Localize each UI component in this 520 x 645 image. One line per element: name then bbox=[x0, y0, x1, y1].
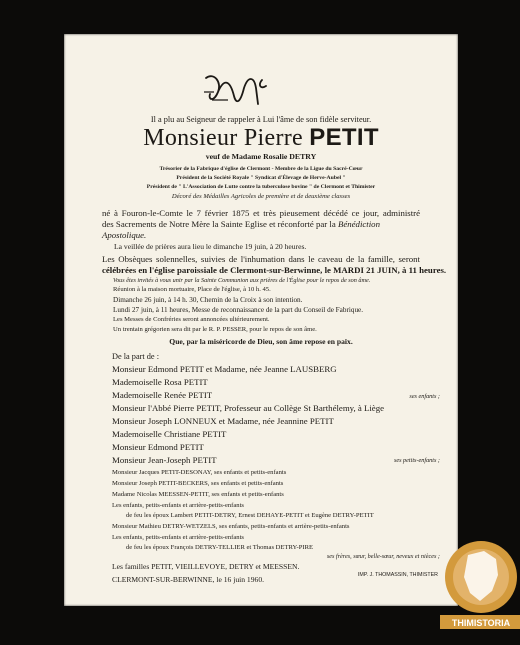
monogram-icon bbox=[200, 70, 272, 112]
birth-line-2-italic: Bénédiction bbox=[337, 219, 380, 229]
sibling-line-6: Monsieur Mathieu DETRY-WETZELS, ses enfants, petits-enfants et arrière-petits-enfants bbox=[112, 523, 350, 530]
sibling-line-5: de feu les époux Lambert PETIT-DETRY, Ernest DEHAYE-PETIT et Eugène DETRY-PETIT bbox=[126, 512, 374, 519]
confreries-line: Les Messes de Confréries seront annoncées ultérieurement. bbox=[113, 316, 270, 323]
birth-line-3: Apostolique. bbox=[102, 230, 147, 240]
obseques-line-2: célébrées en l'église paroissiale de Clermont-sur-Berwinne, le MARDI 21 JUIN, à 11 heures. bbox=[102, 265, 447, 275]
dimanche-line: Dimanche 26 juin, à 14 h. 30, Chemin de la Croix à son intention. bbox=[113, 296, 303, 304]
printer-credit: IMP. J. THOMASSIN, THIMISTER bbox=[357, 572, 438, 578]
birth-line-2 bbox=[102, 219, 420, 229]
sibling-line-2: Monsieur Joseph PETIT-BECKERS, ses enfants et petits-enfants bbox=[112, 480, 284, 487]
birth-line-2-text: des Sacrements de Notre Mère la Sainte Eglise et réconforté par la bbox=[102, 219, 336, 229]
deceased-last-name: PETIT bbox=[309, 124, 379, 151]
deceased-first-name: Monsieur Pierre bbox=[143, 125, 303, 151]
sibling-line-4: Les enfants, petits-enfants et arrière-petits-enfants bbox=[112, 502, 245, 509]
de-la-part-de: De la part de : bbox=[112, 352, 159, 361]
intro-line: Il a plu au Seigneur de rappeler à Lui l'âme de son fidèle serviteur. bbox=[150, 115, 372, 124]
obseques-line-1: Les Obsèques solennelles, suivies de l'inhumation dans le caveau de la famille, seront bbox=[102, 254, 420, 264]
trentain-line: Un trentain grégorien sera dit par le R. P. PESSER, pour le repos de son âme. bbox=[113, 326, 317, 333]
thimistoria-badge bbox=[440, 535, 520, 645]
birth-line-1: né à Fouron-le-Comte le 7 février 1875 et très pieusement décédé ce jour, administré bbox=[102, 208, 420, 218]
widower-line: veuf de Madame Rosalie DETRY bbox=[205, 152, 317, 161]
sibling-line-8: de feu les époux François DETRY-TELLIER et Thomas DETRY-PIRE bbox=[126, 544, 314, 551]
family-line-1: Monsieur Edmond PETIT et Madame, née Jeanne LAUSBERG bbox=[112, 364, 337, 374]
reunion-line: Réunion à la maison mortuaire, Place de l'église, à 10 h. 45. bbox=[113, 286, 271, 293]
lundi-line: Lundi 27 juin, à 11 heures, Messe de reconnaissance de la part du Conseil de Fabrique. bbox=[113, 306, 364, 314]
title-line-2: Président de la Société Royale " Syndicat d'Élevage de Herve-Aubel " bbox=[176, 175, 346, 181]
family-line-4: Monsieur l'Abbé Pierre PETIT, Professeur au Collège St Barthélemy, à Liège bbox=[112, 403, 385, 413]
family-line-8-right: ses petits-enfants ; bbox=[393, 457, 440, 464]
title-line-3: Président de " L'Association de Lutte contre la tuberculose bovine " de Clermont et Thimister bbox=[146, 184, 376, 190]
family-line-6: Mademoiselle Christiane PETIT bbox=[112, 429, 227, 439]
family-line-7: Monsieur Edmond PETIT bbox=[112, 442, 204, 452]
date-line: CLERMONT-SUR-BERWINNE, le 16 juin 1960. bbox=[112, 575, 265, 584]
family-line-2: Mademoiselle Rosa PETIT bbox=[112, 377, 208, 387]
family-line-3: Mademoiselle Renée PETIT bbox=[112, 390, 213, 400]
sibling-line-8-right: ses frères, sœur, belle-sœur, neveux et nièces ; bbox=[326, 553, 440, 560]
deceased-name bbox=[64, 124, 458, 152]
communion-line: Vous êtes invités à vous unir par la Sainte Communion aux prières de l'Église pour le repos de son âme. bbox=[113, 277, 371, 284]
sibling-line-1: Monsieur Jacques PETIT-DESONAY, ses enfants et petits-enfants bbox=[112, 469, 287, 476]
title-line-1: Trésorier de la Fabrique d'église de Clermont - Membre de la Ligue du Sacré-Cœur bbox=[159, 166, 363, 172]
title-line-4: Décoré des Médailles Agricoles de première et de deuxième classes bbox=[171, 193, 351, 200]
families-line: Les familles PETIT, VIEILLEVOYE, DETRY et MEESSEN. bbox=[112, 562, 300, 571]
sibling-line-7: Les enfants, petits-enfants et arrière-petits-enfants bbox=[112, 534, 245, 541]
vigil-line: La veillée de prières aura lieu le dimanche 19 juin, à 20 heures. bbox=[114, 242, 307, 251]
repose-line: Que, par la miséricorde de Dieu, son âme repose en paix. bbox=[169, 337, 353, 346]
sibling-line-3: Madame Nicolas MEESSEN-PETIT, ses enfants et petits-enfants bbox=[112, 491, 284, 498]
family-line-5: Monsieur Joseph LONNEUX et Madame, née Jeannine PETIT bbox=[112, 416, 334, 426]
family-line-8: Monsieur Jean-Joseph PETIT bbox=[112, 455, 217, 465]
watermark-text: THIMISTORIA bbox=[451, 618, 511, 628]
family-line-3-right: ses enfants ; bbox=[409, 393, 440, 400]
